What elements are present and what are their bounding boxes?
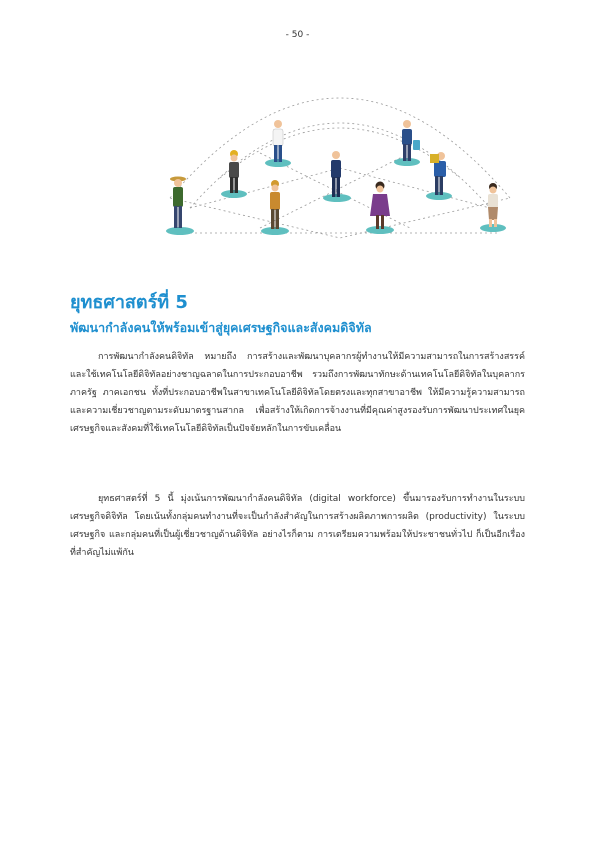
paragraph-1: การพัฒนากำลังคนดิจิทัล หมายถึง การสร้างและพัฒนาบุคลากรผู้ทำงานให้มีความสามารถในการสร้างสรรค์และใช้เทคโนโลยีดิจิทัลอย่างชาญฉลาดในการประกอบอาชีพ รวมถึงการพัฒนาทักษะด้านเทคโนโลยีดิจิทัลในบุคลากรภาครัฐ ภาคเอกชน ทั้งที่ประกอบอาชีพในสาขาเทคโนโลยีดิจิทัลโดยตรงและทุกสาขาอาชีพ ให้มีความรู้ความสามารถและความเชี่ยวชาญตามระดับมาตรฐานสากล เพื่อสร้างให้เกิดการจ้างงานที่มีคุณค่าสูงรองรับการพัฒนาประเทศในยุคเศรษฐกิจและสังคมที่ใช้เทคโนโลยีดิจิทัลเป็นปัจจัยหลักในการขับเคลื่อน <box>70 352 525 434</box>
person-worker <box>229 150 239 193</box>
section-heading: ยุทธศาสตร์ที่ 5 <box>70 292 188 313</box>
person-delivery <box>430 152 446 195</box>
person-farmer <box>170 177 186 229</box>
person-businessman <box>331 151 341 197</box>
person-craftsman <box>270 180 280 229</box>
person-traveler <box>402 120 420 161</box>
paragraph-2: ยุทธศาสตร์ที่ 5 นี้ มุ่งเน้นการพัฒนากำลังคนดิจิทัล (digital workforce) ขึ้นมารองรับการทำงานในระบบเศรษฐกิจดิจิทัล โดยเน้นทั้งกลุ่มคนทำงานที่จะเป็นกำลังสำคัญในการสร้างผลิตภาพการผลิต (productivity) ในระบบเศรษฐกิจ และกลุ่มคนที่เป็นผู้เชี่ยวชาญด้านดิจิทัล อย่างไรก็ตาม การเตรียมความพร้อมให้ประชาชนทั่วไป ก็เป็นอีกเรื่องที่สำคัญไม่แพ้กัน <box>70 494 525 558</box>
person-doctor <box>273 120 283 162</box>
people-network-illustration <box>150 58 530 248</box>
section-subheading: พัฒนากำลังคนให้พร้อมเข้าสู่ยุคเศรษฐกิจและสังคมดิจิทัล <box>70 320 372 335</box>
page-number: - 50 - <box>285 30 310 40</box>
person-woman-purple <box>370 182 390 230</box>
person-woman-office <box>488 183 498 227</box>
